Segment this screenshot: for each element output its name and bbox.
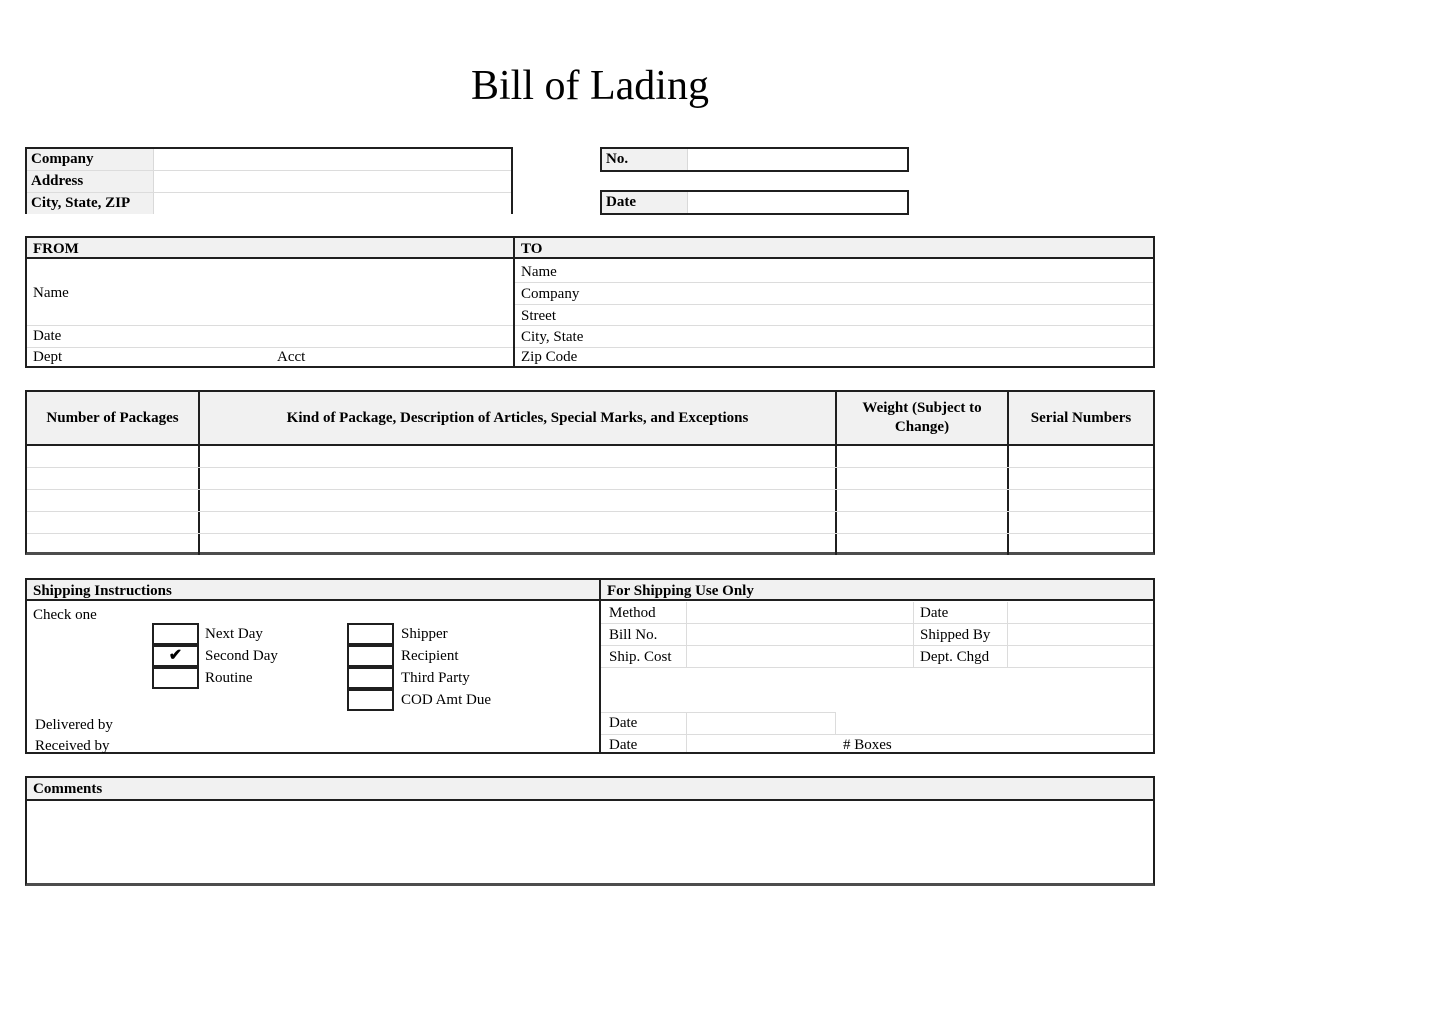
package-description-cell[interactable]: [200, 446, 837, 467]
shipping-section: [25, 578, 1155, 754]
method-input[interactable]: [687, 602, 913, 623]
to-company-input[interactable]: [607, 283, 1153, 304]
to-name-input[interactable]: [607, 261, 1153, 282]
from-date-label: Date: [33, 328, 62, 344]
received-date-label: Date: [609, 737, 638, 753]
company-input[interactable]: [154, 149, 511, 170]
to-street-input[interactable]: [607, 305, 1153, 326]
dept-chgd-label: Dept. Chgd: [920, 649, 990, 665]
package-row: [27, 468, 1153, 490]
to-header: TO: [521, 241, 543, 257]
package-row: [27, 512, 1153, 534]
delivered-by-label: Delivered by: [35, 717, 113, 733]
third-party-checkbox[interactable]: [347, 667, 394, 689]
package-description-cell[interactable]: [200, 512, 837, 533]
method-label: Method: [609, 605, 656, 621]
package-weight-cell[interactable]: [837, 534, 1009, 555]
to-zip-input[interactable]: [607, 346, 1153, 366]
second-day-checkmark: ✔: [168, 647, 183, 664]
date-label: Date: [602, 192, 688, 213]
comments-section: [25, 776, 1155, 886]
package-count-cell[interactable]: [27, 490, 200, 511]
from-name-label: Name: [33, 285, 69, 301]
package-count-cell[interactable]: [27, 468, 200, 489]
package-row: [27, 490, 1153, 512]
company-label: Company: [27, 149, 154, 170]
from-to-header-row: [27, 238, 1153, 259]
package-count-cell[interactable]: [27, 534, 200, 555]
from-name-input[interactable]: [87, 261, 511, 325]
package-serial-cell[interactable]: [1009, 468, 1153, 489]
comments-header: Comments: [33, 781, 103, 797]
package-description-cell[interactable]: [200, 534, 837, 555]
package-description-cell[interactable]: [200, 468, 837, 489]
shipping-instructions-header: Shipping Instructions: [33, 583, 172, 599]
next-day-label: Next Day: [205, 626, 263, 642]
shipped-by-label: Shipped By: [920, 627, 991, 643]
package-serial-cell[interactable]: [1009, 446, 1153, 467]
ship-cost-input[interactable]: [687, 646, 913, 667]
delivered-date-input[interactable]: [687, 712, 835, 733]
bill-no-input[interactable]: [687, 624, 913, 645]
page-title: Bill of Lading: [471, 63, 709, 109]
recipient-checkbox[interactable]: [347, 645, 394, 667]
comments-header-row: [27, 778, 1153, 801]
shipper-company-block: [25, 147, 513, 214]
second-day-label: Second Day: [205, 648, 278, 664]
num-boxes-label: # Boxes: [843, 737, 892, 753]
address-label: Address: [27, 171, 154, 192]
from-acct-input[interactable]: [317, 346, 511, 366]
from-acct-label: Acct: [277, 349, 306, 365]
second-day-checkbox[interactable]: [152, 645, 199, 667]
packages-count-header: Number of Packages: [27, 392, 200, 444]
package-count-cell[interactable]: [27, 512, 200, 533]
packages-description-header: Kind of Package, Description of Articles, Special Marks, and Exceptions: [200, 392, 837, 444]
to-name-label: Name: [521, 264, 557, 280]
package-weight-cell[interactable]: [837, 512, 1009, 533]
from-date-input[interactable]: [87, 325, 511, 346]
routine-checkbox[interactable]: [152, 667, 199, 689]
routine-label: Routine: [205, 670, 253, 686]
package-weight-cell[interactable]: [837, 468, 1009, 489]
shipping-center-divider: [599, 580, 601, 752]
to-company-label: Company: [521, 286, 580, 302]
no-input[interactable]: [688, 149, 907, 170]
city-state-zip-input[interactable]: [154, 193, 511, 214]
third-party-label: Third Party: [401, 670, 470, 686]
to-city-state-label: City, State: [521, 329, 584, 345]
num-boxes-input[interactable]: [917, 734, 1153, 751]
bol-number-block: [600, 147, 909, 172]
delivered-by-input[interactable]: [137, 714, 597, 735]
package-serial-cell[interactable]: [1009, 490, 1153, 511]
package-weight-cell[interactable]: [837, 490, 1009, 511]
recipient-label: Recipient: [401, 648, 459, 664]
shipper-label: Shipper: [401, 626, 448, 642]
packages-header-row: [27, 392, 1153, 446]
packages-table: [25, 390, 1155, 555]
package-row: [27, 446, 1153, 468]
check-one-label: Check one: [33, 607, 97, 623]
no-label: No.: [602, 149, 688, 170]
ship-date-input[interactable]: [1008, 602, 1153, 623]
from-header: FROM: [33, 241, 79, 257]
package-weight-cell[interactable]: [837, 446, 1009, 467]
next-day-checkbox[interactable]: [152, 623, 199, 645]
cod-amt-due-label: COD Amt Due: [401, 692, 491, 708]
comments-input[interactable]: [27, 801, 1153, 883]
ship-date-label: Date: [920, 605, 949, 621]
for-shipping-use-header: For Shipping Use Only: [607, 583, 754, 599]
shipping-header-row: [27, 580, 1153, 601]
received-by-label: Received by: [35, 738, 110, 754]
shipper-checkbox[interactable]: [347, 623, 394, 645]
packages-weight-header: Weight (Subject to Change): [837, 392, 1009, 444]
package-serial-cell[interactable]: [1009, 512, 1153, 533]
bol-date-block: [600, 190, 909, 215]
from-to-table: [25, 236, 1155, 368]
date-input[interactable]: [688, 192, 907, 213]
package-serial-cell[interactable]: [1009, 534, 1153, 555]
package-description-cell[interactable]: [200, 490, 837, 511]
ship-cost-label: Ship. Cost: [609, 649, 672, 665]
packages-serial-header: Serial Numbers: [1009, 392, 1153, 444]
from-dept-label: Dept: [33, 349, 63, 365]
bill-no-label: Bill No.: [609, 627, 658, 643]
address-input[interactable]: [154, 171, 511, 192]
shipped-by-input[interactable]: [1008, 624, 1153, 645]
received-by-input[interactable]: [137, 735, 597, 752]
package-row: [27, 534, 1153, 555]
dept-chgd-input[interactable]: [1008, 646, 1153, 667]
cod-amt-due-checkbox[interactable]: [347, 689, 394, 711]
to-street-label: Street: [521, 308, 556, 324]
to-zip-label: Zip Code: [521, 349, 578, 365]
city-state-zip-label: City, State, ZIP: [27, 193, 154, 214]
received-date-input[interactable]: [687, 734, 835, 751]
package-count-cell[interactable]: [27, 446, 200, 467]
delivered-date-label: Date: [609, 715, 638, 731]
to-city-state-input[interactable]: [607, 326, 1153, 347]
